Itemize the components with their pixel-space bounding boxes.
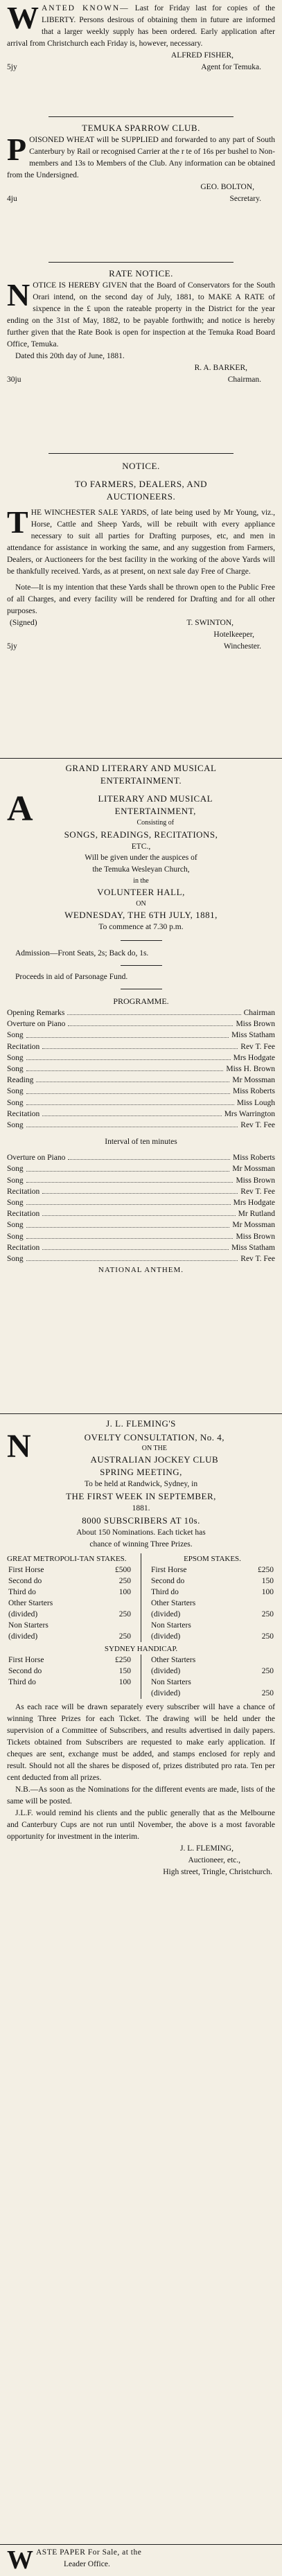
programme-item-type: Reading [7,1076,34,1085]
sparrow-club-heading: TEMUKA SPARROW CLUB. [82,123,200,133]
programme-part-2 [7,1152,275,1264]
signature-place: Winchester. [223,642,261,651]
programme-item-performer: Mr Mossman [232,1221,275,1230]
leader-dots [26,1163,230,1171]
divider [49,116,233,117]
consultation-line: About 150 Nominations. Each ticket has [76,1528,206,1537]
programme-item [7,1064,275,1075]
entertainment-line: ETC., [131,843,151,851]
entertainment-line: the Temuka Wesleyan Church, [92,865,190,874]
programme-item-performer: Rev T. Fee [240,1187,275,1196]
ad-code: 4ju [7,195,17,203]
programme-item-performer: Mrs Hodgate [233,1053,275,1062]
ad-code: 5jy [7,63,17,71]
programme-item-performer: Rev T. Fee [240,1255,275,1264]
programme-item-type: Song [7,1176,24,1185]
prize-row [7,1631,132,1642]
programme-item [7,1219,275,1230]
programme-item-performer: Mr Rutland [238,1210,275,1219]
prize-row [7,1666,132,1677]
ad-code: 5jy [7,642,17,651]
leader-dots [26,1197,231,1205]
signature [7,617,275,629]
prize-amount: 100 [261,1588,274,1596]
ad-code: 30ju [7,376,21,384]
programme-item [7,1030,275,1041]
signature-name: R. A. BARKER, [194,364,247,372]
prize-row [7,1620,132,1631]
entertainment-line: Will be given under the auspices of [85,854,197,862]
leader-dots [42,1109,221,1116]
prize-label: (divided) [151,1689,181,1697]
sparrow-club-text [7,134,275,182]
prize-row [7,1677,132,1688]
rate-notice-text [7,277,275,351]
entertainment-line: SONGS, READINGS, RECITATIONS, [64,829,218,840]
sydney-prizes [7,1655,132,1688]
signature-name: ALFRED FISHER, [170,51,233,60]
prize-row [7,1576,132,1587]
consultation-line: chance of winning Three Prizes. [89,1540,193,1549]
entertainment-ad [7,762,275,1276]
prize-label: Non Starters [151,1621,191,1630]
programme-item [7,1163,275,1174]
programme-item-type: Song [7,1165,24,1174]
consultation-line: THE FIRST WEEK IN SEPTEMBER, [66,1491,216,1501]
prize-amount: 250 [261,1632,274,1641]
sale-yards-heading: NOTICE. [122,461,160,471]
signature-line [7,1855,275,1867]
epsom-prizes [150,1564,275,1642]
drop-cap: W [7,2546,33,2575]
short-divider [121,940,162,941]
signature-title: Hotelkeeper, [213,630,254,639]
metropolitan-stakes [7,1553,132,1642]
programme-item-performer: Miss Lough [236,1098,275,1107]
rate-notice-body: OTICE IS HEREBY GIVEN that the Board of Conservators for the South Orari intend, on the second day of July, 1881, to MAKE A RATE of sixpence in the £ upon the rateable property in the District for the year ending on the 31st of May, 1882, to be payable forthwith; and notice is hereby further given that the Rate Book is open for inspection at the Temuka Road Board Office, Temuka. [7,281,275,349]
prize-label: (divided) [151,1610,181,1618]
signature-name: T. SWINTON, [186,619,233,627]
programme-item [7,1007,275,1018]
prize-row [150,1688,275,1699]
epsom-heading: EPSOM STAKES. [184,1555,241,1563]
prize-label: Second do [151,1577,185,1585]
prize-amount: 250 [118,1632,131,1641]
signature [7,362,275,374]
divider [49,262,233,263]
leader-dots [42,1242,229,1250]
signature-line-2 [7,641,275,653]
leader-dots [42,1041,238,1049]
sydney-handicap-heading: SYDNEY HANDICAP. [104,1645,178,1653]
prize-label: First Horse [151,1566,187,1574]
signature-title: Secretary. [229,195,261,203]
signature-line-2 [7,1867,275,1878]
prize-label: Third do [151,1588,179,1596]
prize-label: Other Starters [8,1599,53,1607]
leader-dots [26,1231,233,1239]
programme-item-performer: Miss Brown [236,1176,275,1185]
signature-title: Auctioneer, etc., [188,1856,240,1864]
consultation-line: ON THE [141,1445,167,1452]
prize-row [150,1587,275,1598]
programme-item-type: Recitation [7,1109,40,1118]
entertainment-line: in the [133,877,149,885]
programme-item [7,1097,275,1109]
sale-yards-text [7,504,275,578]
prize-label: Non Starters [151,1678,191,1686]
prize-label: Other Starters [151,1599,196,1607]
waste-paper-ad [7,2546,275,2575]
prize-label: Third do [8,1588,36,1596]
programme-item-type: Song [7,1221,24,1230]
consultation-line: SPRING MEETING, [100,1467,182,1477]
leader-dots [26,1030,229,1037]
prize-label: (divided) [8,1632,38,1641]
programme-item-performer: Rev T. Fee [240,1121,275,1130]
event-time: To commence at 7.30 p.m. [98,923,184,931]
programme-item-type: Song [7,1232,24,1241]
prize-amount: 100 [118,1588,131,1596]
event-date: WEDNESDAY, THE 6TH JULY, 1881, [64,910,218,920]
programme-item [7,1041,275,1052]
drop-cap: N [7,1428,31,1465]
consultation-nb: N.B.—As soon as the Nominations for the different events are made, lists of the same will be posted. [7,1785,275,1806]
consultation-body: As each race will be drawn separately every subscriber will have a chance of winning Three Prizes for each Ticket. The drawing will be held under the supervision of a Committee of Subscribers, and results advertised in daily papers. Tickets obtained from Subscribers are requested to make early application. If cheques are sent, exchange must be added, and stamps enclosed for reply and result. Should not all the shares be disposed of, prizes distributed pro rata. Ten per cent deducted from all prizes. [7,1703,275,1782]
sale-yards-body: HE WINCHESTER SALE YARDS, of late being used by Mr Young, viz., Horse, Cattle and Sheep Yards, will be rebuilt with every appliance necessary to suit all parties for Drafting purposes, etc, and men in attendance for assistance in working the same, and any suggestion from Farmers, Dealers, or Auctioneers for the best facility in the working of the above Yards will be thankfully received. Yards, as at present, on next sale day Free of Charge. [7,509,275,576]
waste-paper-line: ASTE PAPER For Sale, at the [36,2548,142,2557]
wanted-known-text [7,0,275,50]
prize-label: (divided) [151,1667,181,1675]
divider [0,1413,282,1414]
prize-label: Non Starters [8,1621,49,1630]
leader-dots [26,1120,238,1127]
anthem: NATIONAL ANTHEM. [98,1266,184,1275]
programme-item-performer: Miss H. Brown [226,1065,275,1074]
signature-line [7,62,275,73]
prize-amount: 150 [261,1577,274,1585]
prize-label: Third do [8,1678,36,1686]
prize-amount [240,1620,275,1631]
sydney-handicap-tables [7,1655,275,1699]
prize-amount: £250 [115,1656,131,1664]
prize-amount: 100 [118,1678,131,1686]
programme-item-type: Song [7,1065,24,1074]
programme-item-type: Opening Remarks [7,1009,65,1017]
programme-item [7,1197,275,1208]
waste-paper-line-2: Leader Office. [64,2560,110,2568]
prize-row [150,1631,275,1642]
leader-dots [26,1219,230,1227]
prize-row [150,1609,275,1620]
programme-item-performer: Miss Brown [236,1020,275,1029]
programme-item-performer: Chairman [243,1009,275,1017]
signature [7,1843,275,1855]
programme-item-performer: Miss Brown [236,1232,275,1241]
admission: Admission—Front Seats, 2s; Back do, 1s. [15,949,149,958]
wanted-known-ad [7,0,275,73]
programme-item-type: Song [7,1053,24,1062]
prize-label: Other Starters [151,1656,196,1664]
entertainment-line: LITERARY AND MUSICAL [98,793,213,804]
programme-item [7,1152,275,1163]
consultation-line: OVELTY CONSULTATION, No. 4, [84,1432,225,1443]
waste-paper-text [7,2546,275,2575]
signed-label: (Signed) [10,619,37,627]
drop-cap: T [7,504,28,540]
leader-dots [26,1253,238,1261]
leader-dots [26,1086,230,1093]
programme-item-type: Recitation [7,1042,40,1051]
metropolitan-heading: GREAT METROPOLI-TAN STAKES. [7,1555,127,1563]
consultation-line: 1881. [132,1504,150,1512]
sparrow-club-body: OISONED WHEAT will be SUPPLIED and forwarded to any part of South Canterbury by Rail or recognised Carrier at the r te of 16s per bushel to Non-members and 13s to Members of the Club. Any information can be obtained from the Undersigned. [7,136,275,179]
prize-label: First Horse [8,1656,44,1664]
prize-row [150,1655,275,1666]
programme-item [7,1086,275,1097]
signature-line [7,629,275,641]
rate-notice-heading: RATE NOTICE. [109,268,173,279]
programme-item [7,1253,275,1264]
leader-dots [26,1097,234,1105]
divider [49,453,233,454]
sparrow-club-ad [7,122,275,205]
sale-yards-subheading: TO FARMERS, DEALERS, AND [74,479,208,489]
signature-title: Agent for Temuka. [201,63,261,71]
consultation-line: 8000 SUBSCRIBERS AT 10s. [82,1515,200,1526]
programme-item-type: Song [7,1031,24,1040]
entertainment-line: Consisting of [136,819,175,827]
programme-item-performer: Rev T. Fee [240,1042,275,1051]
programme-item-performer: Mrs Warrington [224,1109,275,1118]
entertainment-line: ENTERTAINMENT, [114,806,196,816]
entertainment-line: ON [136,900,146,908]
entertainment-heading-2: ENTERTAINMENT. [100,775,182,786]
short-divider [121,965,162,966]
programme-item [7,1018,275,1030]
signature [7,182,275,193]
leader-dots [42,1208,235,1216]
prize-amount: 250 [118,1577,131,1585]
drop-cap: W [7,0,39,35]
programme-item [7,1075,275,1086]
prize-amount [240,1598,275,1609]
signature-name: GEO. BOLTON, [200,183,254,191]
consultation-remark: J.L.F. would remind his clients and the public generally that as the Melbourne and Canterbury Cups are not run until November, the above is a most favorable opportunity for investment in the interim. [7,1809,275,1841]
programme-item-type: Song [7,1255,24,1264]
prize-row [150,1620,275,1631]
programme-item-type: Overture on Piano [7,1154,66,1163]
sydney-prizes-other [150,1655,275,1699]
wanted-known-heading: ANTED KNOWN— [42,4,130,12]
prize-row [7,1587,132,1598]
prize-amount: £500 [115,1566,131,1574]
consultation-intro [7,1428,275,1551]
signature-title: Chairman. [227,376,261,384]
venue: VOLUNTEER HALL, [97,887,185,897]
consultation-line: AUSTRALIAN JOCKEY CLUB [90,1454,219,1465]
prize-amount [97,1598,132,1609]
programme-item [7,1109,275,1120]
prize-row [7,1564,132,1576]
signature-address: High street, Tringle, Christchurch. [163,1868,272,1876]
programme-item-performer: Miss Roberts [232,1154,275,1163]
leader-dots [68,1018,233,1026]
drop-cap: N [7,277,30,312]
prize-row [150,1598,275,1609]
prize-row [150,1666,275,1677]
entertainment-heading: GRAND LITERARY AND MUSICAL [65,763,217,773]
sale-yards-ad [7,460,275,653]
programme-item-type: Recitation [7,1187,40,1196]
prize-label: Second do [8,1577,42,1585]
programme-item [7,1208,275,1219]
prize-amount: 250 [261,1689,274,1697]
sale-yards-note: Note—It is my intention that these Yards shall be thrown open to the Public Free of all Charges, and every facility will be rendered for Drafting and for all other purposes. [7,583,275,615]
prize-amount [245,1677,275,1688]
signature-name: J. L. FLEMING, [180,1844,233,1853]
leader-dots [67,1007,240,1015]
programme-item [7,1231,275,1242]
metropolitan-prizes [7,1564,132,1642]
programme-item-performer: Miss Roberts [232,1087,275,1096]
programme-item-type: Recitation [7,1243,40,1252]
consultation-line: To be held at Randwick, Sydney, in [84,1480,198,1488]
programme-item [7,1052,275,1064]
proceeds: Proceeds in aid of Parsonage Fund. [15,973,128,981]
prize-label: (divided) [8,1610,38,1618]
programme-item-performer: Mr Mossman [232,1165,275,1174]
entertainment-intro [7,789,275,933]
programme-item [7,1242,275,1253]
programme-item-performer: Mr Mossman [232,1076,275,1085]
prize-label: (divided) [151,1632,181,1641]
divider [0,758,282,759]
leader-dots [26,1175,233,1183]
prize-row [7,1655,132,1666]
programme-part-1 [7,1007,275,1131]
consultation-ad [7,1418,275,1878]
prize-amount [97,1620,132,1631]
drop-cap: A [7,789,33,829]
programme-item [7,1186,275,1197]
prize-amount: 250 [261,1667,274,1675]
programme-item-performer: Miss Statham [231,1031,275,1040]
programme-item [7,1175,275,1186]
leader-dots [68,1152,230,1160]
programme-item-performer: Mrs Hodgate [233,1199,275,1208]
rate-notice-ad [7,267,275,386]
drop-cap: P [7,132,27,167]
prize-row [150,1576,275,1587]
prize-row [7,1609,132,1620]
prize-amount: 250 [118,1610,131,1618]
wanted-known-body: Last for Friday last for copies of the LIBERTY. Persons desirous of obtaining them in future are informed that a larger weekly supply has been ordered. Early application after arrival from Christchurch each Friday is, however, necessary. [7,4,275,48]
signature-line [7,374,275,386]
programme-item [7,1120,275,1131]
prize-tables [7,1553,275,1642]
leader-dots [26,1052,231,1060]
programme-heading: PROGRAMME. [113,996,169,1006]
programme-item-type: Song [7,1121,24,1130]
signature [7,50,275,62]
prize-row [150,1564,275,1576]
prize-label: Second do [8,1667,42,1675]
programme-item-type: Song [7,1098,24,1107]
leader-dots [26,1064,224,1071]
prize-amount: 250 [261,1610,274,1618]
leader-dots [42,1186,238,1194]
prize-label: First Horse [8,1566,44,1574]
epsom-stakes [150,1553,275,1642]
prize-amount: 150 [118,1667,131,1675]
prize-row [150,1677,275,1688]
consultation-heading: J. L. FLEMING'S [106,1418,176,1429]
sale-yards-subheading-2: AUCTIONEERS. [106,491,176,502]
interval: Interval of ten minutes [105,1138,177,1147]
programme-item-type: Overture on Piano [7,1020,66,1029]
programme-item-type: Recitation [7,1210,40,1219]
divider [0,2544,282,2545]
programme-item-type: Song [7,1199,24,1208]
programme-item-type: Song [7,1087,24,1096]
signature-line [7,193,275,205]
prize-amount [245,1655,275,1666]
leader-dots [36,1075,229,1082]
prize-amount: £250 [258,1566,274,1574]
programme-item-performer: Miss Statham [231,1243,275,1252]
rate-notice-dated: Dated this 20th day of June, 1881. [15,352,125,360]
prize-row [7,1598,132,1609]
